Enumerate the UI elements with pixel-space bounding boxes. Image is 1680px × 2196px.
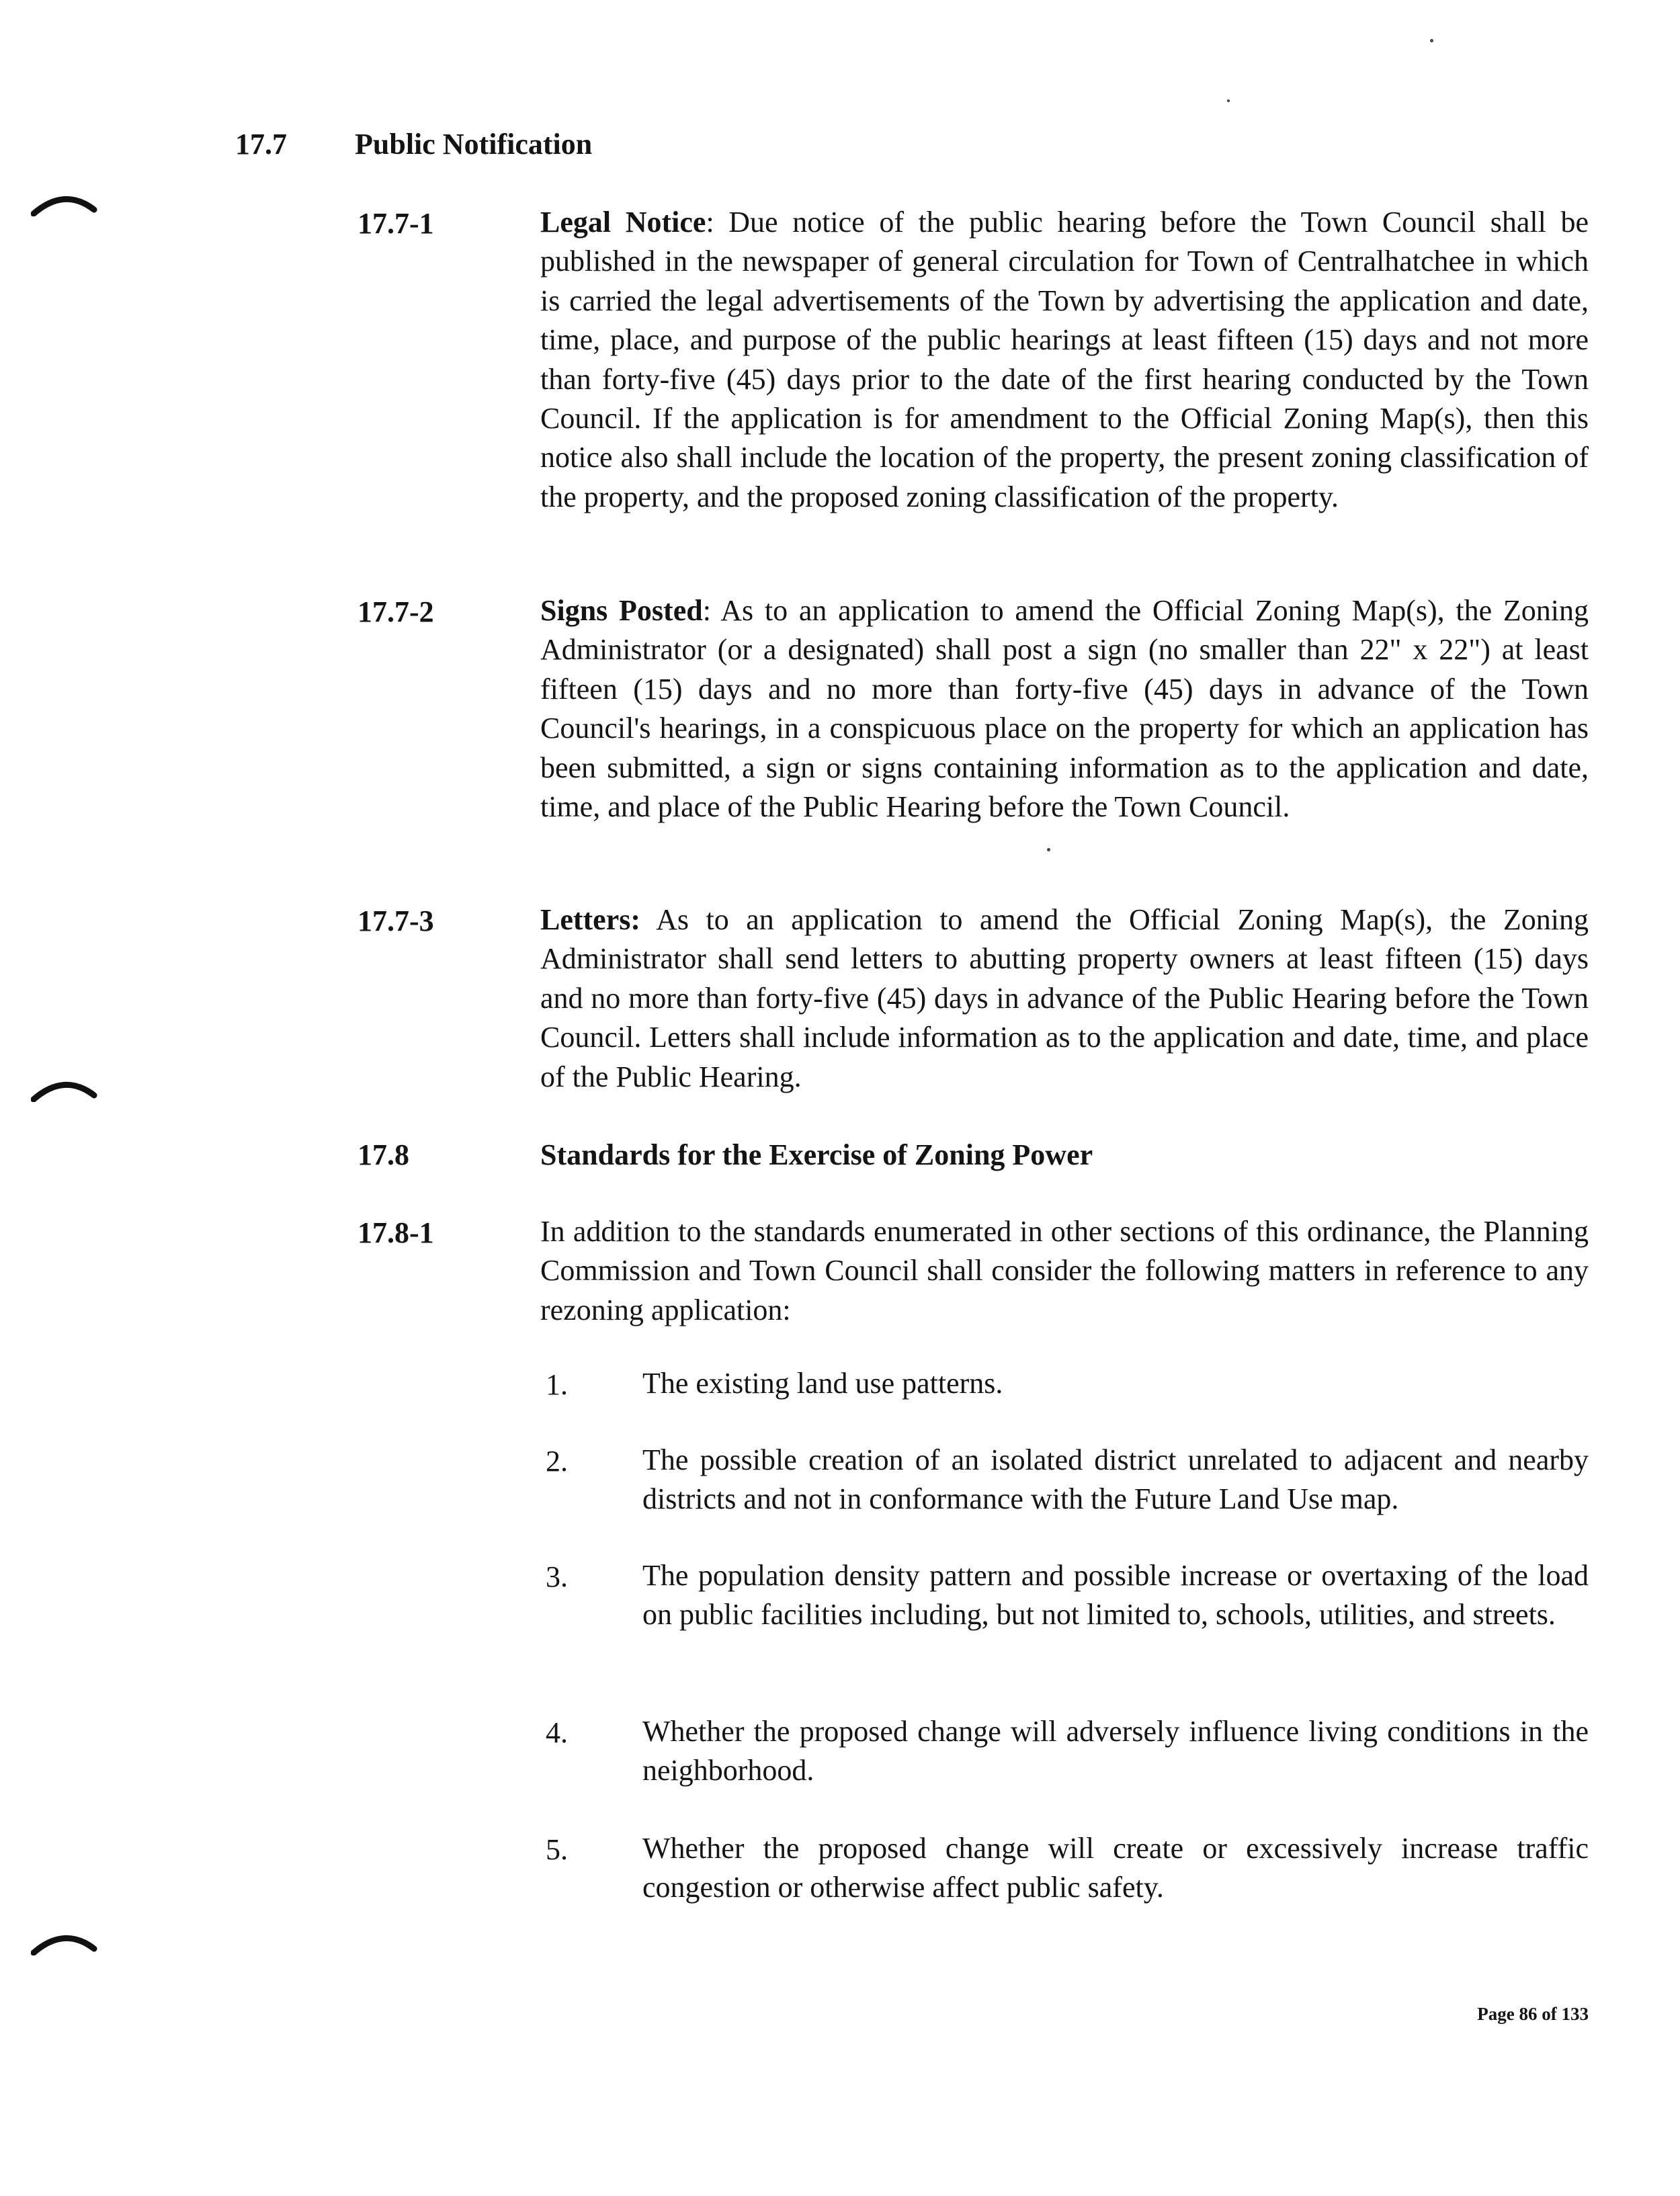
scan-speck <box>1047 848 1050 851</box>
page-number: Page 86 of 133 <box>1477 2004 1589 2024</box>
letters-paragraph <box>540 900 1589 1097</box>
list-item-number: 2. <box>546 1445 568 1478</box>
section-title: Standards for the Exercise of Zoning Power <box>540 1138 1093 1171</box>
section-number: 17.8 <box>358 1138 409 1171</box>
list-item: The possible creation of an isolated district unrelated to adjacent and nearby districts and not in conformance with the Future Land Use map. <box>642 1443 1589 1516</box>
list-item-number: 4. <box>546 1716 568 1749</box>
list-item-number: 3. <box>546 1560 568 1593</box>
list-item: The existing land use patterns. <box>642 1367 1003 1400</box>
subsection-number: 17.7-1 <box>358 207 434 240</box>
binder-hole-mark-2 <box>31 1075 98 1102</box>
binder-hole-mark-1 <box>31 189 98 216</box>
paragraph-text: : Due notice of the public hearing before the Town Council shall be published in the newspaper of general circulation for Town of Centralhatchee in which is carried the legal advertisements of the Town by advertising the application and date, time, place, and purpose of the public hearings at least fifteen (15) days and not more than forty-five (45) days prior to the date of the first hearing conducted by the Town Council. If the application is for amendment to the Official Zoning Map(s), then this notice also shall include the location of the property, the present zoning classification of the property, and the proposed zoning classification of the property. <box>540 206 1589 513</box>
section-number: 17.7 <box>235 128 287 161</box>
paragraph-label: Signs Posted <box>540 594 703 627</box>
scan-speck <box>1430 39 1433 42</box>
scan-speck <box>1227 99 1230 102</box>
binder-hole-mark-3 <box>31 1929 98 1955</box>
paragraph-text: : As to an application to amend the Official Zoning Map(s), the Zoning Administrator (or a designated) shall post a sign (no smaller than 22" x 22") at least fifteen (15) days and no more than forty-five (45) days in advance of the Town Council's hearings, in a conspicuous place on the property for which an application has been submitted, a sign or signs containing information as to the application and date, time, and place of the Public Hearing before the Town Council. <box>540 594 1589 824</box>
list-item: Whether the proposed change will adversely influence living conditions in the neighborhood. <box>642 1715 1589 1787</box>
list-item-number: 1. <box>546 1368 568 1401</box>
legal-notice-paragraph <box>540 203 1589 517</box>
list-item: The population density pattern and possible increase or overtaxing of the load on public facilities including, but not limited to, schools, utilities, and streets. <box>642 1559 1589 1632</box>
paragraph-label: Legal Notice <box>540 206 706 239</box>
standards-intro-paragraph: In addition to the standards enumerated in other sections of this ordinance, the Planning Commission and Town Council shall consider the following matters in reference to any rezoning application: <box>540 1215 1589 1326</box>
signs-posted-paragraph <box>540 591 1589 827</box>
paragraph-text: As to an application to amend the Official Zoning Map(s), the Zoning Administrator shall send letters to abutting property owners at least fifteen (15) days and no more than forty-five (45) days in advance of the Public Hearing before the Town Council. Letters shall include information as to the application and date, time, and place of the Public Hearing. <box>540 903 1589 1093</box>
paragraph-label: Letters: <box>540 903 641 936</box>
list-item-number: 5. <box>546 1833 568 1866</box>
subsection-number: 17.7-2 <box>358 595 434 628</box>
subsection-number: 17.7-3 <box>358 904 434 937</box>
subsection-number: 17.8-1 <box>358 1216 434 1249</box>
list-item: Whether the proposed change will create or excessively increase traffic congestion or otherwise affect public safety. <box>642 1832 1589 1904</box>
section-title: Public Notification <box>355 128 593 161</box>
